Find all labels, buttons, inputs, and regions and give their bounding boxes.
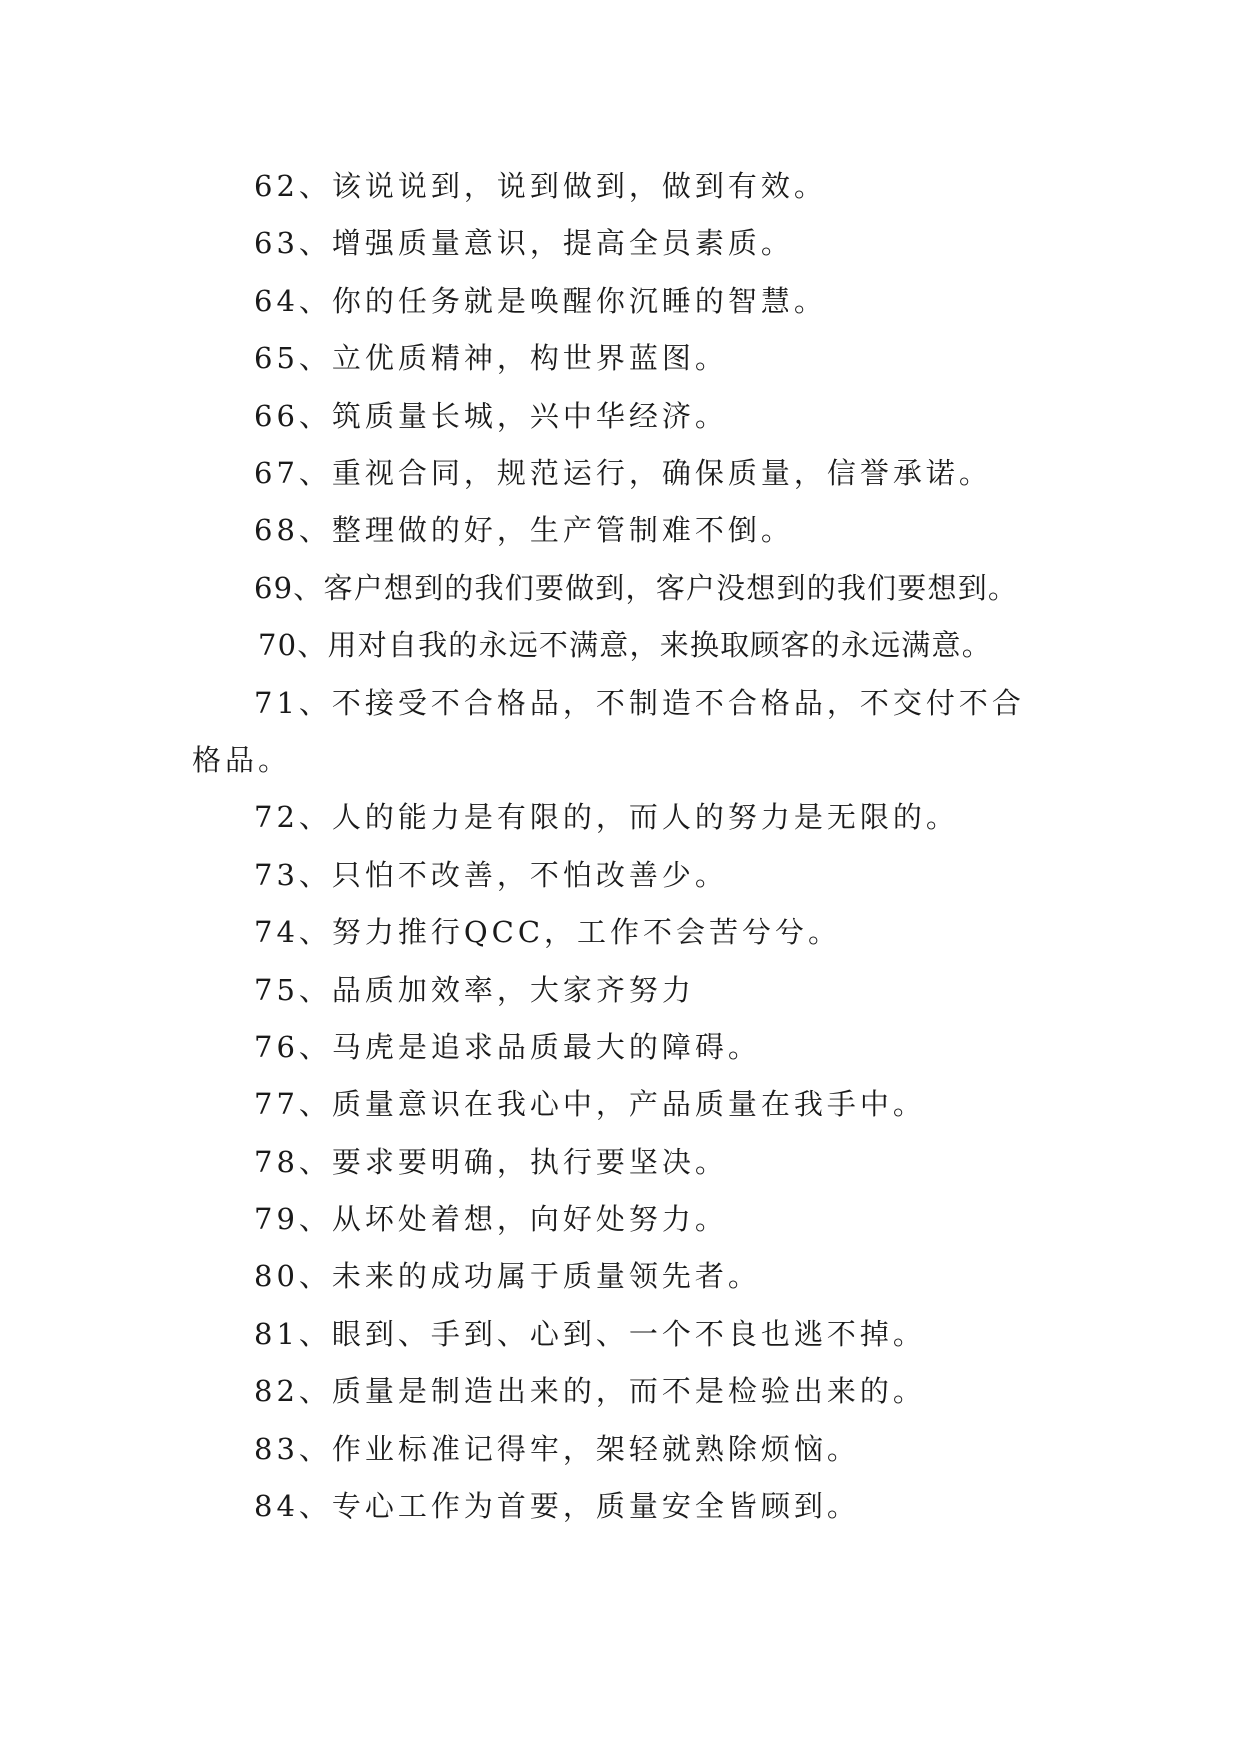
list-item: 77、质量意识在我心中，产品质量在我手中。 xyxy=(254,1087,926,1122)
list-item: 79、从坏处着想，向好处努力。 xyxy=(254,1202,728,1237)
list-item: 74、努力推行QCC，工作不会苦兮兮。 xyxy=(254,915,842,950)
list-item: 66、筑质量长城，兴中华经济。 xyxy=(254,398,728,433)
list-item: 78、要求要明确，执行要坚决。 xyxy=(254,1144,728,1179)
list-item: 71、不接受不合格品，不制造不合格品，不交付不合格品。 xyxy=(192,685,1025,777)
list-item: 76、马虎是追求品质最大的障碍。 xyxy=(254,1029,761,1064)
list-item: 73、只怕不改善，不怕改善少。 xyxy=(254,857,728,892)
list-item: 69、客户想到的我们要做到，客户没想到的我们要想到。 xyxy=(254,570,1019,605)
list-item: 64、你的任务就是唤醒你沉睡的智慧。 xyxy=(254,283,827,318)
list-item: 72、人的能力是有限的，而人的努力是无限的。 xyxy=(254,800,959,835)
list-item: 62、该说说到，说到做到，做到有效。 xyxy=(254,169,827,203)
slogan-list xyxy=(192,158,1092,1535)
list-item: 67、重视合同，规范运行，确保质量，信誉承诺。 xyxy=(254,455,992,490)
list-item: 84、专心工作为首要，质量安全皆顾到。 xyxy=(254,1489,860,1524)
list-item: 81、眼到、手到、心到、一个不良也逃不掉。 xyxy=(254,1316,926,1351)
list-item: 70、用对自我的永远不满意，来换取顾客的永远满意。 xyxy=(258,628,992,663)
list-item: 68、整理做的好，生产管制难不倒。 xyxy=(254,513,794,548)
list-item: 63、增强质量意识，提高全员素质。 xyxy=(254,226,794,261)
list-item: 80、未来的成功属于质量领先者。 xyxy=(254,1259,761,1294)
list-item: 65、立优质精神，构世界蓝图。 xyxy=(254,341,728,376)
list-item: 75、品质加效率，大家齐努力 xyxy=(254,972,695,1007)
list-item: 82、质量是制造出来的，而不是检验出来的。 xyxy=(254,1374,926,1409)
list-item: 83、作业标准记得牢，架轻就熟除烦恼。 xyxy=(254,1431,860,1466)
